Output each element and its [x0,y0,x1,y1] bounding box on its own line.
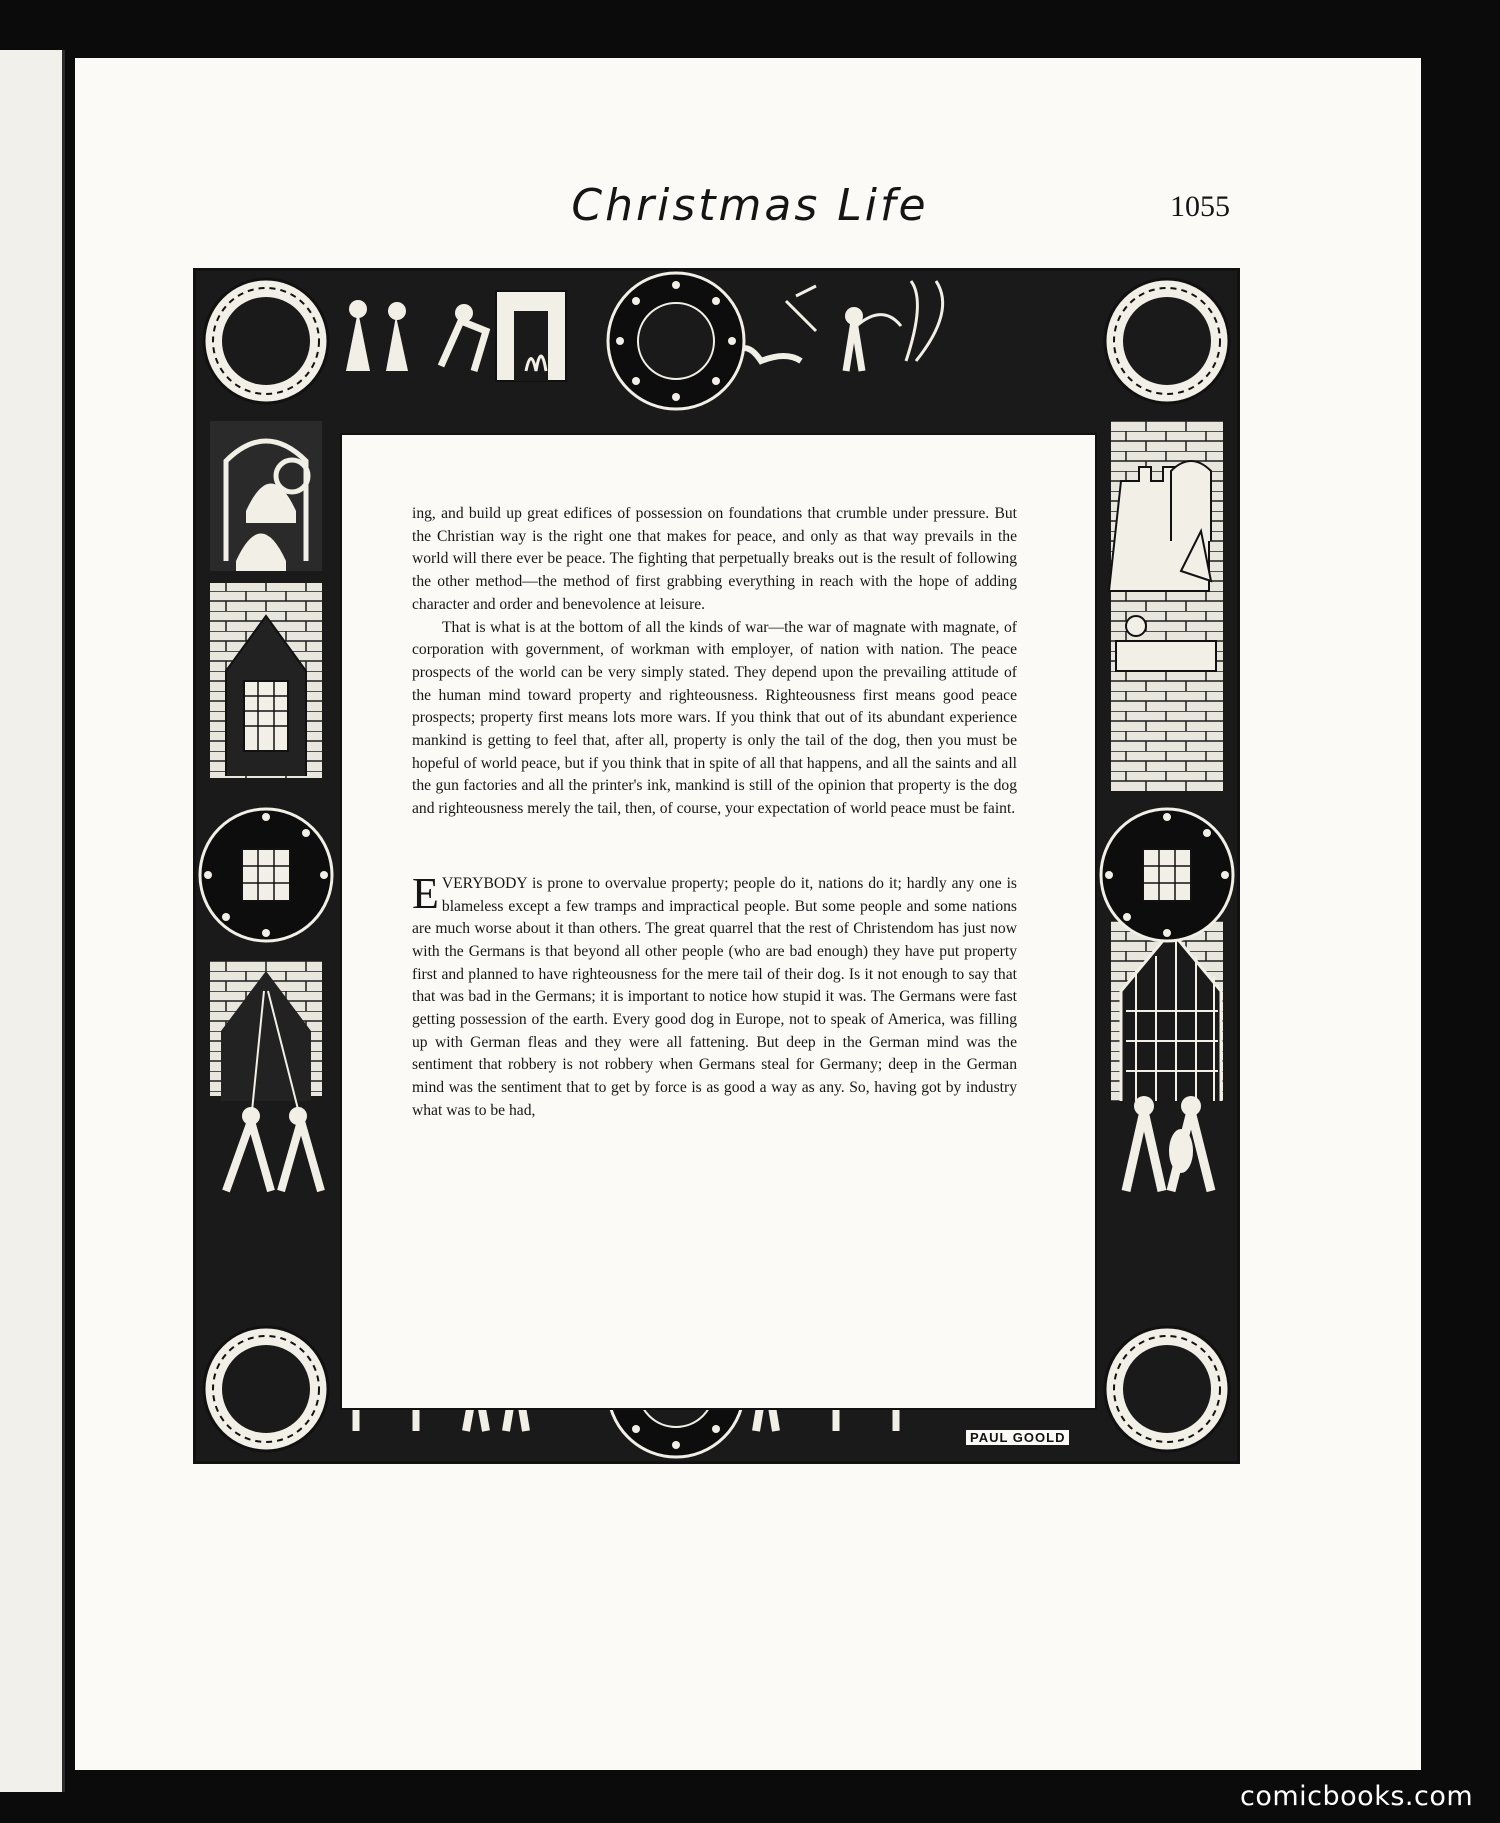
site-watermark: comicbooks.com [1240,1781,1474,1812]
running-title: Christmas Life [571,180,929,231]
article-paragraph-text: VERYBODY is prone to overvalue property; people do it, nations do it; hardly any one is blameless except a few tramps and impractical people. But some people and some nations are much worse about it than others. The great quarrel that the rest of Christendom has just now with the Germans is that beyond all other people (who are bad enough) they have put property first and planned to have righteousness for the mere tail of their dog. Is it not enough to say that that was bad in the Germans; it is important to notice how stupid it was. The Germans were fast getting possession of the earth. Every good dog in Europe, not to speak of America, was filling up with German fleas and they were all fattening. But deep in the German mind was the sentiment that robbery is not robbery when Germans steal for Germany; deep in the German mind was the sentiment that to get by force is as good a way as any. So, having got by industry what was to be had, [412,874,1017,1119]
page-number: 1055 [1170,190,1230,223]
wreath-top-right-icon [1105,279,1229,403]
left-bells-scene [210,421,322,571]
holly-wreath-left-icon [200,809,332,941]
wreath-bottom-right-icon [1105,1327,1229,1451]
wreath-bottom-left-icon [204,1327,328,1451]
right-castle-scene [1109,421,1223,791]
artist-signature: PAUL GOOLD [966,1430,1069,1445]
drop-cap: E [412,868,439,918]
holly-wreath-right-icon [1101,809,1233,941]
wreath-top-left-icon [204,279,328,403]
left-chapel-scene [210,583,322,778]
section-break [412,821,1017,873]
holly-wreath-top-icon [608,273,744,409]
article-body [412,503,1017,1123]
facing-page-edge [0,50,65,1792]
right-portcullis-scene [1111,921,1223,1101]
article-paragraph [412,868,1017,1123]
article-paragraph: That is what is at the bottom of all the kinds of war—the war of magnate with magnate, of corporation with government, of workman with employer, of nation with nation. The peace prospects of the world can be very simply stated. They depend upon the prevailing attitude of the human mind toward property and righteousness. Righteousness first means good peace prospects; property first means lots more wars. If you think that out of its abundant experience mankind is getting to feel that, after all, property is only the tail of the dog, then you must be hopeful of world peace, but if you think that in spite of all that happens, and all the saints and all the gun factories and all the printer's ink, mankind is still of the opinion that property is the dog and righteousness merely the tail, then, of course, your expectation of world peace must be faint. [412,618,1017,818]
article-paragraph: ing, and build up great edifices of possession on foundations that crumble under pressure. But the Christian way is the right one that makes for peace, and only as that way prevails in the world will there ever be peace. The fighting that perpetually breaks out is the result of following the other method—the method of first grabbing everything in reach with the hope of adding character and order and benevolence at leisure. [412,505,1017,613]
